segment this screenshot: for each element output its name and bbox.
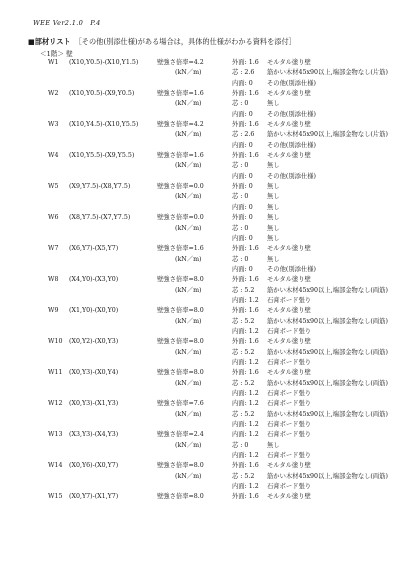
wall-id: W6: [48, 214, 59, 222]
wall-id: W15: [48, 493, 63, 501]
wall-line: [0, 420, 400, 430]
wall-face-value: 内面: 1.2: [232, 483, 259, 491]
wall-strength-ratio: 壁強さ倍率=8.0: [157, 462, 204, 470]
wall-face-value: 芯 : 5.2: [232, 410, 255, 418]
wall-face-description: 石膏ボード張り: [267, 296, 312, 304]
wall-unit: (kN／m): [175, 472, 202, 480]
wall-entry: [0, 399, 400, 430]
wall-face-value: 外面: 1.6: [232, 307, 259, 315]
wall-id: W10: [48, 338, 63, 346]
wall-face-description: モルタル塗り壁: [267, 307, 311, 315]
wall-id: W8: [48, 276, 59, 284]
section-mark: ■: [28, 37, 35, 46]
wall-face-value: 内面: 1.2: [232, 431, 259, 439]
wall-unit: (kN／m): [175, 410, 202, 418]
wall-face-value: 芯 : 2.6: [232, 131, 255, 139]
wall-line: [0, 224, 400, 234]
wall-line: [0, 120, 400, 130]
wall-face-value: 外面: 1.6: [232, 59, 259, 66]
wall-face-value: 芯 : 0: [232, 441, 249, 449]
wall-line: [0, 89, 400, 99]
wall-line: [0, 68, 400, 78]
wall-line: [0, 234, 400, 244]
wall-face-value: 芯 : 0: [232, 162, 249, 170]
wall-face-value: 内面: 0: [232, 79, 253, 87]
wall-face-value: 内面: 1.2: [232, 358, 259, 366]
wall-strength-ratio: 壁強さ倍率=2.4: [157, 431, 204, 439]
wall-line: [0, 482, 400, 492]
wall-face-value: 内面: 0: [232, 265, 253, 273]
wall-line: [0, 172, 400, 182]
wall-line: [0, 306, 400, 316]
wall-entry: [0, 492, 400, 502]
wall-face-description: 石膏ボード張り: [267, 452, 312, 460]
wall-unit: (kN／m): [175, 255, 202, 263]
wall-strength-ratio: 壁強さ倍率=8.0: [157, 369, 204, 377]
wall-entry: [0, 120, 400, 151]
wall-line: [0, 275, 400, 285]
wall-face-value: 外面: 1.6: [232, 245, 259, 253]
wall-line: [0, 430, 400, 440]
wall-strength-ratio: 壁強さ倍率=1.6: [157, 152, 204, 160]
section-heading: 部材リスト: [34, 37, 71, 46]
wall-line: [0, 255, 400, 265]
wall-line: [0, 151, 400, 161]
wall-id: W11: [48, 369, 63, 377]
wall-unit: (kN／m): [175, 348, 202, 356]
wall-entry: [0, 337, 400, 368]
section-title: [28, 37, 296, 47]
wall-face-description: 筋かい木材45x90以上,端部金物なし(両筋): [267, 286, 388, 294]
wall-id: W3: [48, 121, 59, 129]
wall-strength-ratio: 壁強さ倍率=7.6: [157, 400, 204, 408]
wall-line: [0, 286, 400, 296]
wall-range: (X10,Y5.5)-(X9,Y5.5): [69, 152, 135, 160]
wall-range: (X0,Y2)-(X0,Y3): [69, 338, 119, 346]
wall-range: (X8,Y7.5)-(X7,Y7.5): [69, 214, 131, 222]
wall-face-value: 芯 : 0: [232, 255, 249, 263]
wall-range: (X0,Y3)-(X1,Y3): [69, 400, 119, 408]
wall-id: W13: [48, 431, 63, 439]
wall-face-value: 芯 : 5.2: [232, 379, 255, 387]
wall-face-description: 筋かい木材45x90以上,端部金物なし(両筋): [267, 348, 388, 356]
wall-face-value: 外面: 1.6: [232, 338, 259, 346]
wall-entry: [0, 58, 400, 89]
wall-face-description: 石膏ボード張り: [267, 431, 312, 439]
wall-face-description: 石膏ボード張り: [267, 483, 312, 491]
wall-strength-ratio: 壁強さ倍率=1.6: [157, 90, 204, 98]
wall-face-description: 無し: [267, 183, 280, 191]
wall-face-description: 無し: [267, 203, 280, 211]
wall-strength-ratio: 壁強さ倍率=0.0: [157, 183, 204, 191]
floor-label: ＜1階＞ 壁: [40, 50, 73, 58]
wall-face-description: その他(別添仕様): [267, 110, 316, 118]
wall-range: (X3,Y3)-(X4,Y3): [69, 431, 119, 439]
wall-face-description: 石膏ボード張り: [267, 400, 312, 408]
wall-line: [0, 161, 400, 171]
wall-face-value: 内面: 1.2: [232, 390, 259, 397]
wall-face-value: 内面: 0: [232, 110, 253, 118]
wall-face-description: モルタル塗り壁: [267, 369, 311, 377]
wall-line: [0, 192, 400, 202]
wall-face-description: モルタル塗り壁: [267, 59, 311, 66]
wall-face-description: モルタル塗り壁: [267, 493, 311, 501]
wall-entry: [0, 430, 400, 461]
wall-line: [0, 327, 400, 337]
wall-face-value: 外面: 1.6: [232, 90, 259, 98]
wall-line: [0, 451, 400, 461]
wall-face-value: 外面: 1.6: [232, 462, 259, 470]
wall-face-description: 筋かい木材45x90以上,端部金物なし(両筋): [267, 379, 388, 387]
wall-face-description: 無し: [267, 100, 280, 108]
wall-face-value: 内面: 0: [232, 172, 253, 180]
wall-range: (X9,Y7.5)-(X8,Y7.5): [69, 183, 131, 191]
wall-unit: (kN／m): [175, 162, 202, 170]
wall-range: (X10,Y4.5)-(X10,Y5.5): [69, 121, 139, 129]
wall-face-description: 無し: [267, 214, 280, 222]
wall-face-value: 外面: 1.6: [232, 369, 259, 377]
wall-strength-ratio: 壁強さ倍率=8.0: [157, 493, 204, 501]
wall-range: (X0,Y6)-(X0,Y7): [69, 462, 119, 470]
wall-face-description: 筋かい木材45x90以上,端部金物なし(両筋): [267, 317, 388, 325]
wall-range: (X0,Y7)-(X1,Y7): [69, 493, 119, 501]
wall-face-value: 芯 : 5.2: [232, 286, 255, 294]
wall-entry: [0, 244, 400, 275]
wall-face-description: 無し: [267, 162, 280, 170]
wall-entry: [0, 275, 400, 306]
wall-face-description: モルタル塗り壁: [267, 152, 311, 160]
wall-face-value: 芯 : 5.2: [232, 348, 255, 356]
wall-id: W7: [48, 245, 59, 253]
wall-face-description: 石膏ボード張り: [267, 358, 312, 366]
wall-face-description: モルタル塗り壁: [267, 90, 311, 98]
wall-face-description: モルタル塗り壁: [267, 245, 311, 253]
wall-face-description: 筋かい木材45x90以上,端部金物なし(両筋): [267, 472, 388, 480]
wall-line: [0, 141, 400, 151]
wall-entry: [0, 182, 400, 213]
wall-face-description: モルタル塗り壁: [267, 276, 311, 284]
wall-face-description: その他(別添仕様): [267, 141, 316, 149]
wall-strength-ratio: 壁強さ倍率=4.2: [157, 59, 204, 66]
wall-line: [0, 461, 400, 471]
wall-face-value: 芯 : 0: [232, 100, 249, 108]
wall-entry: [0, 213, 400, 244]
wall-face-value: 内面: 0: [232, 203, 253, 211]
wall-line: [0, 79, 400, 89]
wall-unit: (kN／m): [175, 69, 202, 77]
wall-id: W9: [48, 307, 59, 315]
wall-id: W2: [48, 90, 59, 98]
wall-line: [0, 389, 400, 399]
wall-face-description: 筋かい木材45x90以上,端部金物なし(片筋): [267, 131, 388, 139]
wall-face-description: 石膏ボード張り: [267, 327, 312, 335]
wall-entry: [0, 368, 400, 399]
wall-line: [0, 472, 400, 482]
wall-face-description: 無し: [267, 255, 280, 263]
wall-unit: (kN／m): [175, 224, 202, 232]
wall-line: [0, 348, 400, 358]
wall-strength-ratio: 壁強さ倍率=8.0: [157, 307, 204, 315]
wall-line: [0, 317, 400, 327]
wall-face-value: 芯 : 5.2: [232, 472, 255, 480]
wall-face-description: 筋かい木材45x90以上,端部金物なし(両筋): [267, 410, 388, 418]
wall-entry: [0, 151, 400, 182]
wall-face-value: 芯 : 0: [232, 224, 249, 232]
wall-face-description: モルタル塗り壁: [267, 462, 311, 470]
wall-face-value: 外面: 1.6: [232, 276, 259, 284]
wall-line: [0, 358, 400, 368]
wall-range: (X6,Y7)-(X5,Y7): [69, 245, 119, 253]
wall-range: (X0,Y3)-(X0,Y4): [69, 369, 119, 377]
wall-line: [0, 368, 400, 378]
wall-unit: (kN／m): [175, 100, 202, 108]
wall-id: W14: [48, 462, 63, 470]
wall-range: (X10,Y0.5)-(X10,Y1.5): [69, 59, 139, 66]
wall-id: W4: [48, 152, 59, 160]
wall-face-description: その他(別添仕様): [267, 79, 316, 87]
document-header: [33, 19, 101, 27]
wall-line: [0, 337, 400, 347]
wall-face-value: 内面: 1.2: [232, 452, 259, 460]
wall-face-value: 芯 : 0: [232, 193, 249, 201]
wall-list: [0, 58, 400, 503]
wall-face-description: 無し: [267, 234, 280, 242]
wall-face-description: その他(別添仕様): [267, 265, 316, 273]
page-number: P.4: [90, 19, 101, 27]
wall-line: [0, 244, 400, 254]
wall-face-value: 芯 : 5.2: [232, 317, 255, 325]
wall-line: [0, 265, 400, 275]
wall-face-value: 外面: 1.6: [232, 121, 259, 129]
wall-line: [0, 441, 400, 451]
wall-line: [0, 130, 400, 140]
wall-face-value: 外面: 1.6: [232, 152, 259, 160]
section-note: ［その他(別添仕様)がある場合は，具体的仕様がわかる資料を添付］: [74, 37, 296, 46]
wall-entry: [0, 89, 400, 120]
wall-line: [0, 203, 400, 213]
wall-entry: [0, 306, 400, 337]
wall-face-description: 無し: [267, 441, 280, 449]
wall-range: (X1,Y0)-(X0,Y0): [69, 307, 119, 315]
wall-unit: (kN／m): [175, 379, 202, 387]
wall-face-description: 無し: [267, 224, 280, 232]
wall-strength-ratio: 壁強さ倍率=0.0: [157, 214, 204, 222]
wall-id: W1: [48, 59, 59, 66]
wall-line: [0, 410, 400, 420]
doc-version: WEE Ver2.1.0: [33, 19, 84, 27]
wall-face-description: 無し: [267, 193, 280, 201]
wall-unit: (kN／m): [175, 317, 202, 325]
wall-face-description: モルタル塗り壁: [267, 121, 311, 129]
wall-strength-ratio: 壁強さ倍率=8.0: [157, 338, 204, 346]
wall-unit: (kN／m): [175, 441, 202, 449]
wall-line: [0, 110, 400, 120]
wall-entry: [0, 461, 400, 492]
wall-face-value: 芯 : 2.6: [232, 69, 255, 77]
wall-unit: (kN／m): [175, 286, 202, 294]
wall-face-value: 外面: 0: [232, 183, 253, 191]
wall-face-description: その他(別添仕様): [267, 172, 316, 180]
wall-line: [0, 213, 400, 223]
wall-unit: (kN／m): [175, 193, 202, 201]
wall-face-value: 内面: 1.2: [232, 327, 259, 335]
wall-face-description: モルタル塗り壁: [267, 338, 311, 346]
wall-face-value: 内面: 1.2: [232, 296, 259, 304]
wall-range: (X4,Y0)-(X3,Y0): [69, 276, 119, 284]
wall-line: [0, 99, 400, 109]
wall-line: [0, 182, 400, 192]
wall-line: [0, 399, 400, 409]
wall-face-value: 内面: 1.2: [232, 400, 259, 408]
wall-line: [0, 379, 400, 389]
wall-strength-ratio: 壁強さ倍率=1.6: [157, 245, 204, 253]
wall-strength-ratio: 壁強さ倍率=4.2: [157, 121, 204, 129]
wall-face-value: 内面: 0: [232, 141, 253, 149]
wall-line: [0, 58, 400, 68]
wall-face-description: 筋かい木材45x90以上,端部金物なし(片筋): [267, 69, 388, 77]
wall-line: [0, 492, 400, 502]
wall-face-description: 石膏ボード張り: [267, 390, 312, 397]
wall-face-value: 内面: 0: [232, 234, 253, 242]
wall-face-value: 外面: 1.6: [232, 493, 259, 501]
wall-unit: (kN／m): [175, 131, 202, 139]
wall-face-value: 内面: 1.2: [232, 421, 259, 429]
wall-id: W12: [48, 400, 63, 408]
wall-range: (X10,Y0.5)-(X9,Y0.5): [69, 90, 135, 98]
wall-strength-ratio: 壁強さ倍率=8.0: [157, 276, 204, 284]
wall-face-description: 石膏ボード張り: [267, 421, 312, 429]
wall-id: W5: [48, 183, 59, 191]
wall-face-value: 外面: 0: [232, 214, 253, 222]
wall-line: [0, 296, 400, 306]
